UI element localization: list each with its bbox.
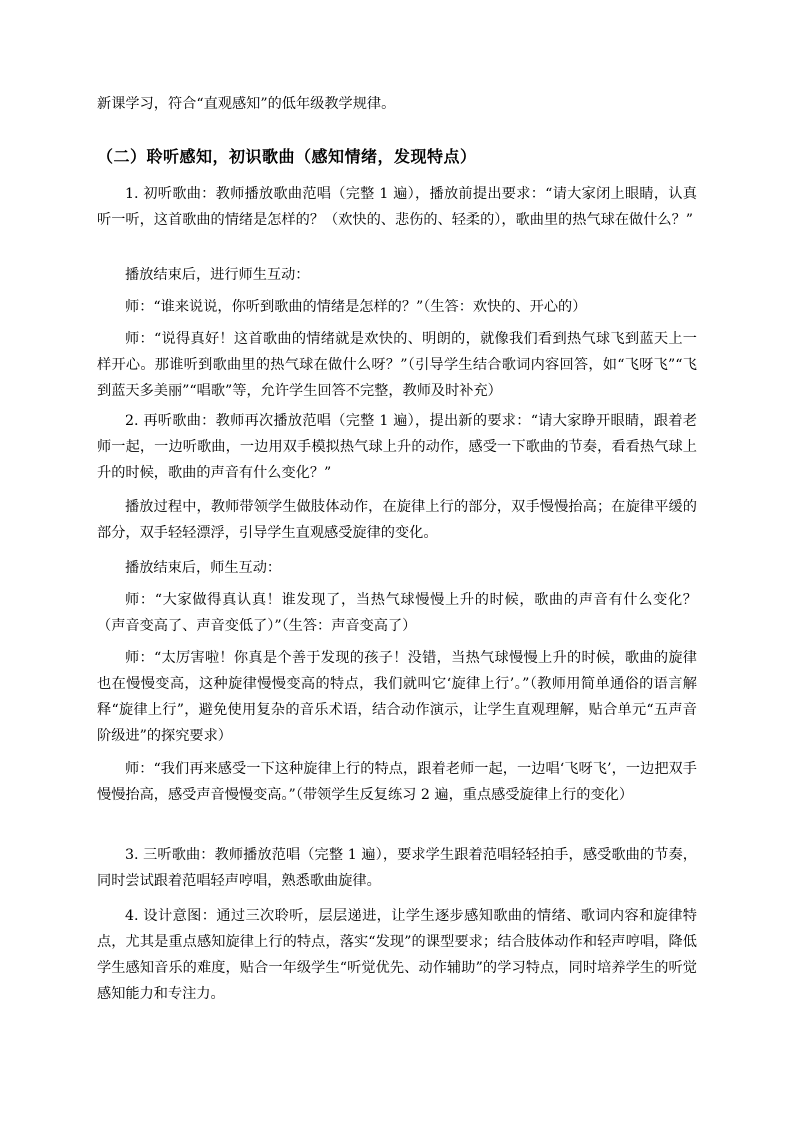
paragraph-teacher-practice: 师：“我们再来感受一下这种旋律上行的特点，跟着老师一起，一边唱‘飞呀飞’，一边把双手慢慢抬高，感受声音慢慢变高。”（带领学生反复练习 2 遍，重点感受旋律上行的变化） (97, 761, 697, 803)
paragraph-during-play: 播放过程中，教师带领学生做肢体动作，在旋律上行的部分，双手慢慢抬高；在旋律平缓的部分，双手轻轻漂浮，引导学生直观感受旋律的变化。 (97, 499, 697, 541)
paragraph-teacher-response-2: 师：“太厉害啦！你真是个善于发现的孩子！没错，当热气球慢慢上升的时候，歌曲的旋律也在慢慢变高，这种旋律慢慢变高的特点，我们就叫它‘旋律上行’。”（教师用简单通俗的语言解释“旋律上行”，避免使用复杂的音乐术语，结合动作演示，让学生直观理解，贴合单元“五声音阶级进”的探究要求） (97, 650, 697, 744)
paragraph-teacher-question-2: 师：“大家做得真认真！谁发现了，当热气球慢慢上升的时候，歌曲的声音有什么变化？（声音变高了、声音变低了）”（生答：声音变高了） (97, 592, 697, 634)
paragraph-first-listen: 1. 初听歌曲：教师播放歌曲范唱（完整 1 遍），播放前提出要求：“请大家闭上眼睛，认真听一听，这首歌曲的情绪是怎样的？（欢快的、悲伤的、轻柔的），歌曲里的热气球在做什么？” (97, 186, 697, 228)
paragraph-second-listen: 2. 再听歌曲：教师再次播放范唱（完整 1 遍），提出新的要求：“请大家睁开眼睛，跟着老师一起，一边听歌曲，一边用双手模拟热气球上升的动作，感受一下歌曲的节奏，看看热气球上升的时候，歌曲的声音有什么变化？” (97, 413, 697, 481)
paragraph-teacher-response-1: 师：“说得真好！这首歌曲的情绪就是欢快的、明朗的，就像我们看到热气球飞到蓝天上一样开心。那谁听到歌曲里的热气球在做什么呀？”（引导学生结合歌词内容回答，如“飞呀飞”“飞到蓝天多美丽”“唱歌”等，允许学生回答不完整，教师及时补充） (97, 331, 697, 399)
paragraph-after-play-2: 播放结束后，师生互动： (125, 560, 282, 576)
paragraph-design-intent: 4. 设计意图：通过三次聆听，层层递进，让学生逐步感知歌曲的情绪、歌词内容和旋律特点，尤其是重点感知旋律上行的特点，落实“发现”的课型要求；结合肢体动作和轻声哼唱，降低学生感知音乐的难度，贴合一年级学生“听觉优先、动作辅助”的学习特点，同时培养学生的听觉感知能力和专注力。 (97, 908, 697, 1002)
intro-paragraph: 新课学习，符合“直观感知”的低年级教学规律。 (97, 96, 396, 112)
paragraph-teacher-question-1: 师：“谁来说说，你听到歌曲的情绪是怎样的？”（生答：欢快的、开心的） (125, 299, 587, 315)
paragraph-third-listen: 3. 三听歌曲：教师播放范唱（完整 1 遍），要求学生跟着范唱轻轻拍手，感受歌曲的节奏，同时尝试跟着范唱轻声哼唱，熟悉歌曲旋律。 (97, 847, 697, 889)
paragraph-after-play-1: 播放结束后，进行师生互动： (125, 267, 310, 283)
section-heading: （二）聆听感知，初识歌曲（感知情绪，发现特点） (97, 147, 477, 166)
